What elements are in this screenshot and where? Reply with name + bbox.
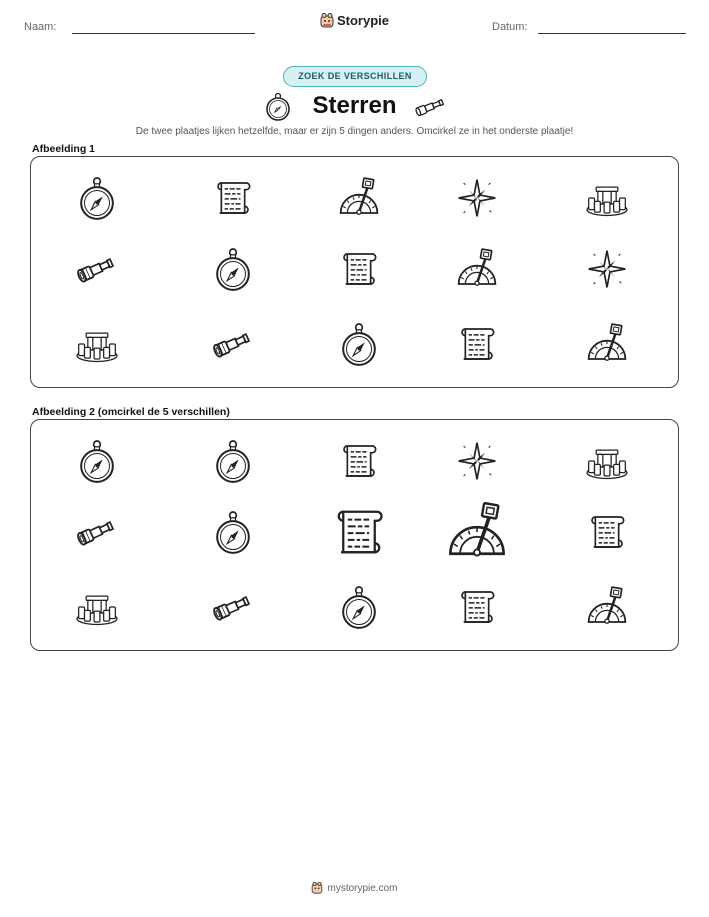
brand-name: Storypie [336, 13, 389, 28]
telescope-icon [414, 96, 446, 121]
star-chart-scroll-icon[interactable] [325, 498, 393, 566]
protractor-icon[interactable] [441, 496, 514, 569]
telescope-icon[interactable] [72, 244, 122, 294]
compass-icon[interactable] [334, 319, 384, 369]
star-chart-scroll-icon[interactable] [208, 173, 258, 223]
compass-icon[interactable] [208, 244, 258, 294]
compass-icon[interactable] [72, 173, 122, 223]
telescope-icon[interactable] [208, 319, 258, 369]
picture-1-label: Afbeelding 1 [32, 143, 96, 155]
protractor-icon[interactable] [582, 319, 632, 369]
footer [0, 881, 709, 894]
name-line[interactable] [72, 33, 255, 34]
date-label: Datum: [492, 21, 528, 33]
star-icon[interactable] [582, 244, 632, 294]
page-title: Sterren [312, 92, 397, 119]
compass-icon[interactable] [334, 582, 384, 632]
star-chart-scroll-icon[interactable] [334, 244, 384, 294]
star-chart-scroll-icon[interactable] [452, 582, 502, 632]
protractor-icon[interactable] [582, 582, 632, 632]
stonehenge-icon[interactable] [582, 436, 632, 486]
star-icon[interactable] [452, 173, 502, 223]
brand [0, 12, 709, 28]
name-label: Naam: [24, 21, 57, 33]
storypie-logo-icon [320, 12, 334, 28]
star-icon[interactable] [452, 436, 502, 486]
compass-icon[interactable] [208, 507, 258, 557]
compass-icon[interactable] [208, 436, 258, 486]
picture-2-label: Afbeelding 2 (omcirkel de 5 verschillen) [32, 406, 230, 418]
star-chart-scroll-icon[interactable] [582, 507, 632, 557]
stonehenge-icon[interactable] [72, 319, 122, 369]
telescope-icon[interactable] [72, 507, 122, 557]
instructions: De twee plaatjes lijken hetzelfde, maar er zijn 5 dingen anders. Omcirkel ze in het onderste plaatje! [135, 126, 574, 137]
stonehenge-icon[interactable] [72, 582, 122, 632]
compass-icon[interactable] [72, 436, 122, 486]
date-line[interactable] [538, 33, 686, 34]
telescope-icon[interactable] [208, 582, 258, 632]
footer-url[interactable]: mystorypie.com [327, 883, 398, 894]
activity-badge: ZOEK DE VERSCHILLEN [283, 66, 427, 87]
storypie-logo-icon [311, 881, 323, 894]
stonehenge-icon[interactable] [582, 173, 632, 223]
protractor-icon[interactable] [452, 244, 502, 294]
star-chart-scroll-icon[interactable] [452, 319, 502, 369]
protractor-icon[interactable] [334, 173, 384, 223]
star-chart-scroll-icon[interactable] [334, 436, 384, 486]
